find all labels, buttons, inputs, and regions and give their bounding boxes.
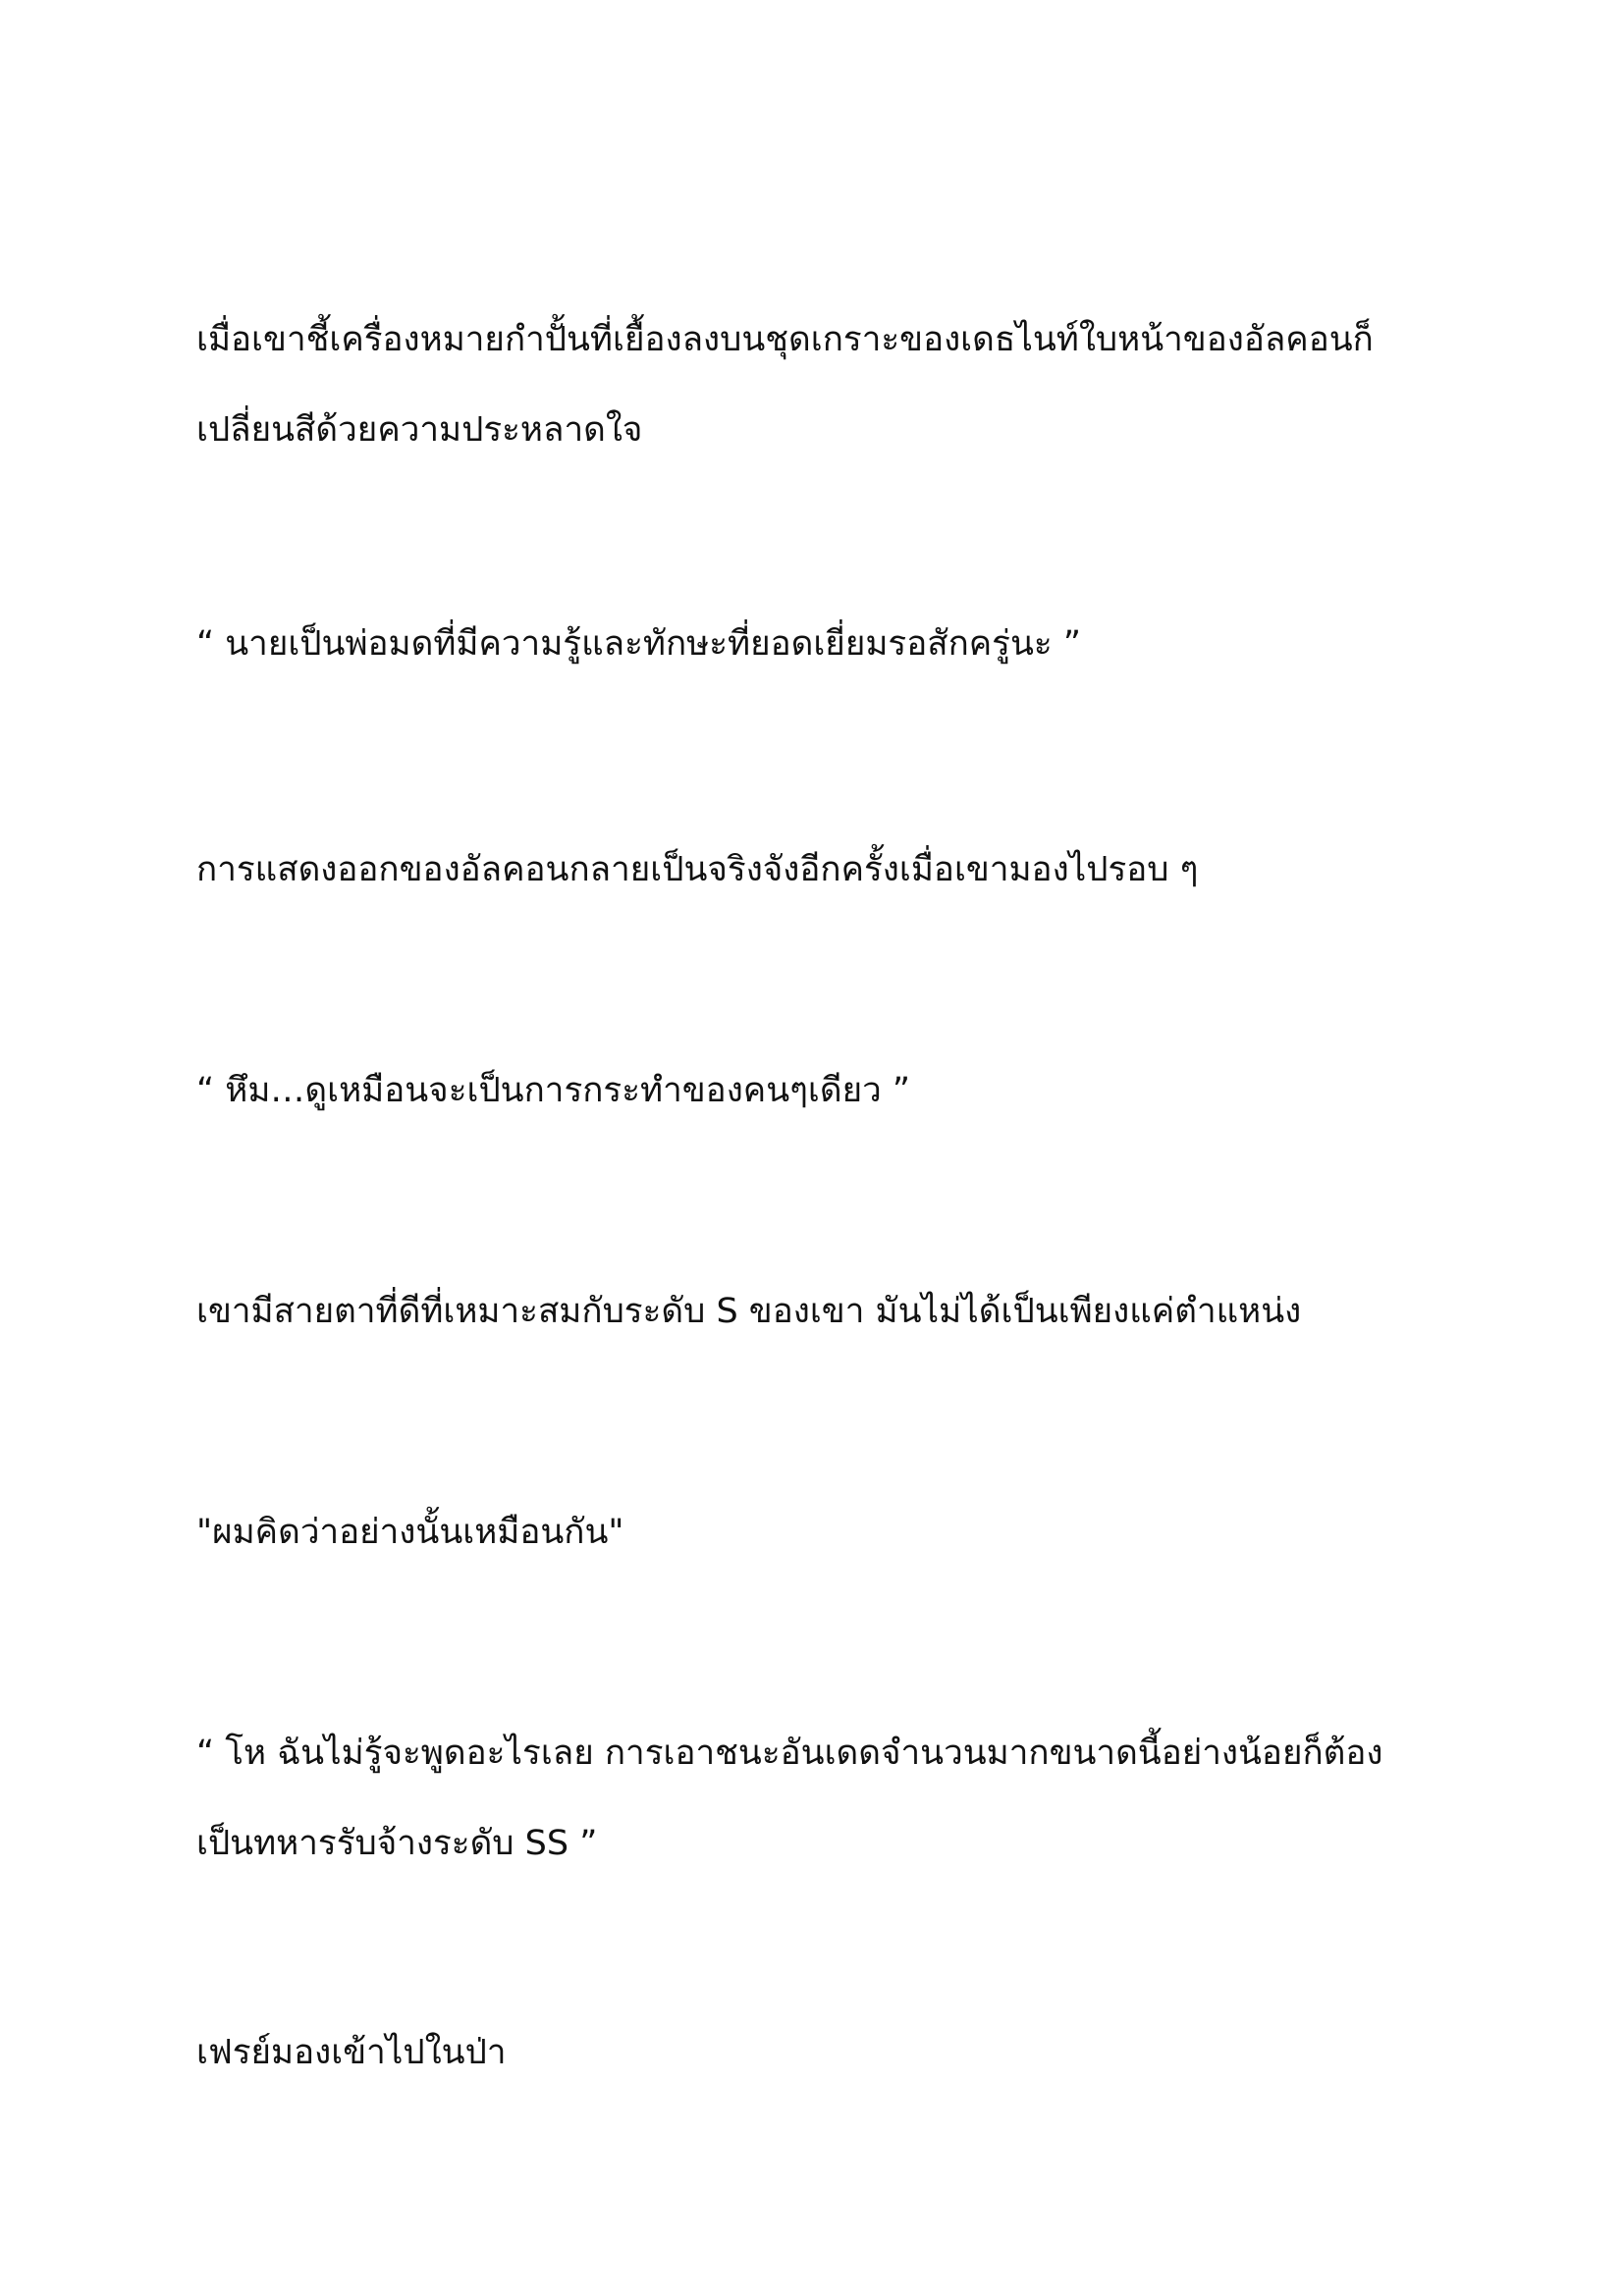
text-line: "ผมคิดว่าอย่างนั้นเหมือนกัน" xyxy=(196,1513,624,1552)
paragraph-narration-4 xyxy=(196,2007,1434,2098)
text-line: เป็นทหารรับจ้างระดับ SS ” xyxy=(196,1824,598,1863)
text-line: เฟรย์มองเข้าไปในป่า xyxy=(196,2033,507,2072)
text-line: “ หึม…ดูเหมือนจะเป็นการกระทำของคนๆเดียว ” xyxy=(196,1071,911,1110)
text-line: การแสดงออกของอัลคอนกลายเป็นจริงจังอีกครั้งเมื่อเขามองไปรอบ ๆ xyxy=(196,850,1199,889)
paragraph-dialogue-1 xyxy=(196,599,1434,689)
text-line: เมื่อเขาชี้เครื่องหมายกำปั้นที่เยื้องลงบนชุดเกราะของเดธไนท์ใบหน้าของอัลคอนก็ xyxy=(196,320,1374,359)
paragraph-narration-3 xyxy=(196,1266,1434,1357)
text-line: เขามีสายตาที่ดีที่เหมาะสมกับระดับ S ของเขา มันไม่ได้เป็นเพียงแค่ตำแหน่ง xyxy=(196,1292,1302,1331)
text-line: “ โห ฉันไม่รู้จะพูดอะไรเลย การเอาชนะอันเดดจำนวนมากขนาดนี้อย่างน้อยก็ต้อง xyxy=(196,1734,1383,1773)
paragraph-narration-2 xyxy=(196,825,1434,915)
paragraph-dialogue-3 xyxy=(196,1487,1434,1577)
text-line: เปลี่ยนสีด้วยความประหลาดใจ xyxy=(196,410,643,450)
paragraph-dialogue-2 xyxy=(196,1045,1434,1136)
text-line: “ นายเป็นพ่อมดที่มีความรู้และทักษะที่ยอดเยี่ยมรอสักครู่นะ ” xyxy=(196,624,1081,664)
paragraph-dialogue-4 xyxy=(196,1708,1434,1889)
paragraph-narration-1 xyxy=(196,294,1434,475)
